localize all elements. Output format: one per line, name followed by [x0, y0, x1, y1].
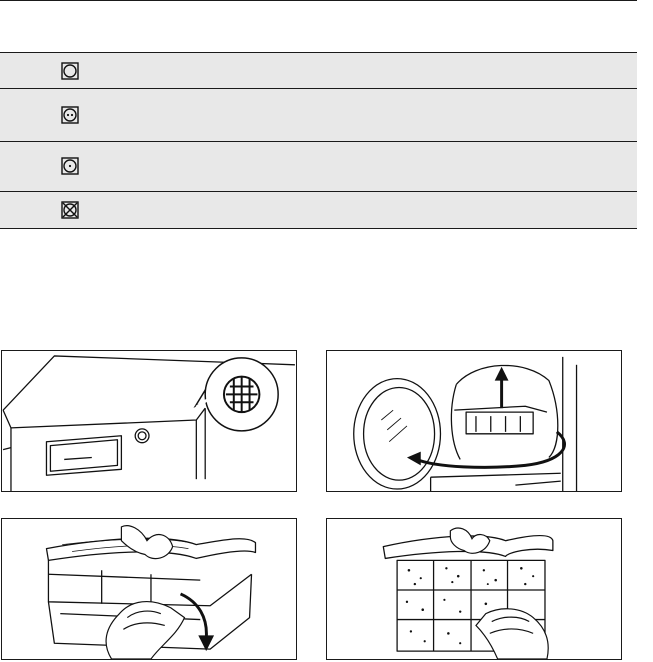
dryer-illustration [2, 351, 296, 491]
table-row [0, 88, 637, 141]
filter-lint-illustration [327, 519, 621, 659]
table-row [0, 52, 637, 88]
table-header-row [0, 0, 637, 52]
open-filter-illustration [1, 518, 297, 660]
table-row [0, 141, 637, 191]
remove-filter-illustration [326, 350, 622, 492]
care-symbol-table [0, 0, 637, 229]
tumble-dry-low-heat-icon [61, 157, 79, 175]
filter-indicator-illustration [1, 350, 297, 492]
table-row [0, 191, 637, 229]
do-not-tumble-dry-icon [61, 201, 79, 219]
open-filter-hands-illustration [2, 519, 296, 659]
clean-filter-illustration [326, 518, 622, 660]
tumble-dry-high-heat-icon [61, 106, 79, 124]
tumble-dry-normal-icon [61, 62, 79, 80]
door-open-illustration [327, 351, 621, 491]
